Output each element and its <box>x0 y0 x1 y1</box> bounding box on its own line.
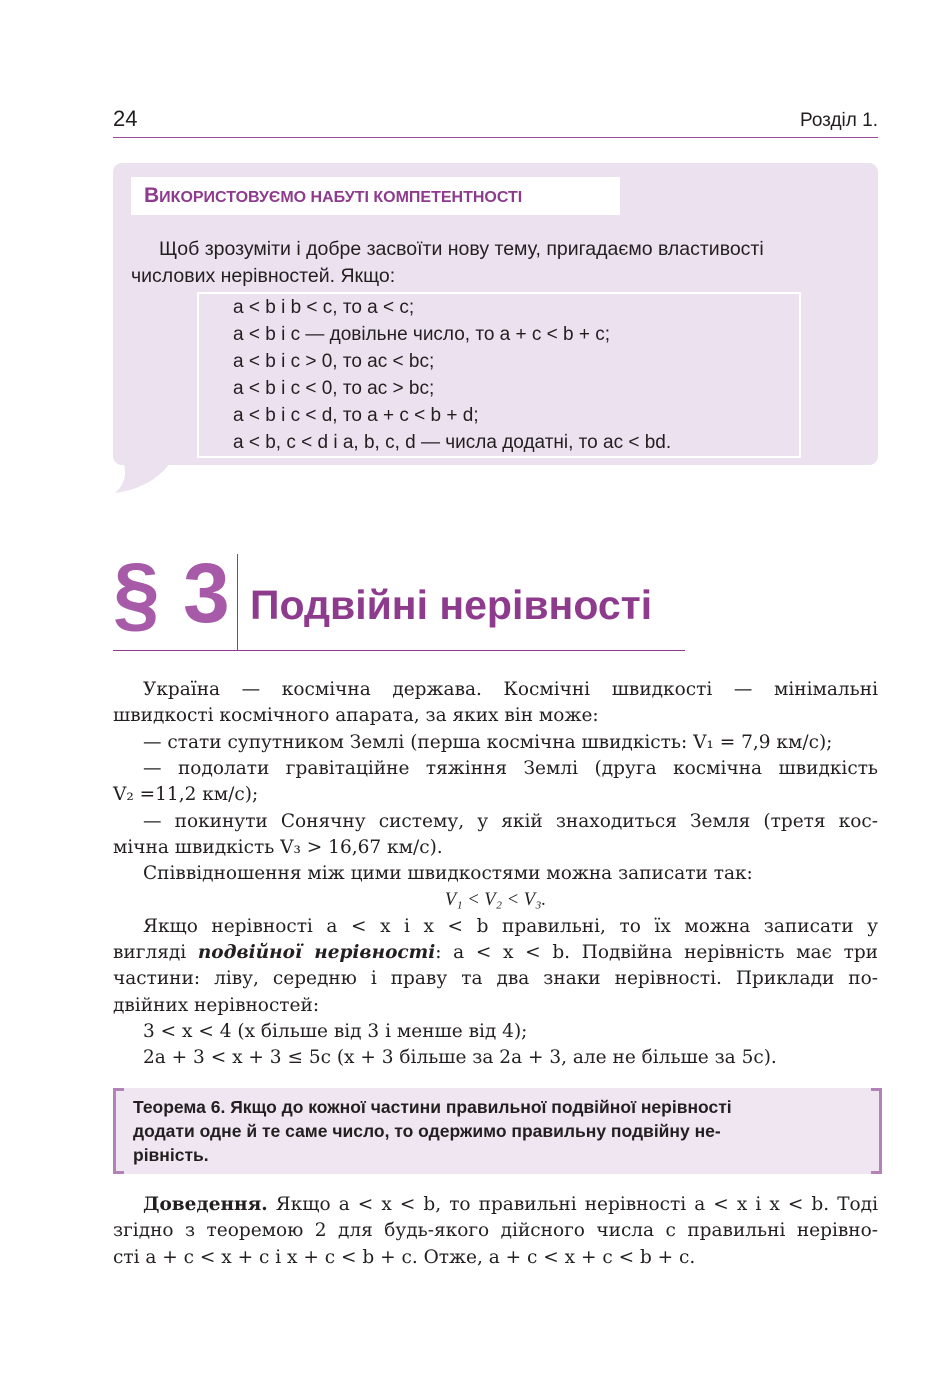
proof-text: Якщо a < x < b, то правильні нерівності a < x і x < b. Тоді <box>267 1194 878 1215</box>
property-line: a < b, c < d і a, b, c, d — числа додатні, то ac < bd. <box>233 432 672 453</box>
theorem-bracket-right <box>871 1088 882 1174</box>
section-reference: Розділ 1. <box>799 110 878 131</box>
proof-label: Доведення. <box>143 1194 268 1215</box>
defined-term: подвійної нерівності <box>197 942 436 963</box>
proof-line: сті a + c < x + c і x + c < b + c. Отже, a + c < x + c < b + c. <box>113 1247 696 1268</box>
proof-line <box>113 1192 878 1218</box>
theorem-line: рівність. <box>133 1145 209 1165</box>
paragraph-line: — подолати гравітаційне тяжіння Землі (друга космічна швидкість <box>143 758 878 779</box>
property-line: a < b і b < c, то a < c; <box>233 297 415 318</box>
paragraph-line: — стати супутником Землі (перша космічна швидкість: V₁ = 7,9 км/с); <box>143 732 833 753</box>
paragraph-line: Україна — космічна держава. Космічні швидкості — мінімальні <box>143 679 878 700</box>
paragraph-line <box>113 940 878 966</box>
paragraph-text: : a < x < b. Подвійна нерівність має три <box>435 942 878 963</box>
proof-line: згідно з теоремою 2 для будь-якого дійсного числа c правильні нерівно- <box>113 1220 878 1241</box>
theorem-bracket-left <box>113 1088 124 1174</box>
section-title: Подвійні нерівності <box>250 582 653 628</box>
velocity-formula: V₁ < V₂ < V₃. <box>444 890 547 910</box>
paragraph-line: частини: ліву, середню і праву та два знаки нерівності. Приклади по- <box>113 968 878 989</box>
paragraph-line: швидкості космічного апарата, за яких він може: <box>113 705 599 726</box>
page-number: 24 <box>113 106 138 131</box>
header-rule <box>113 137 878 138</box>
paragraph-text: вигляді <box>113 942 198 963</box>
competence-intro <box>131 236 871 290</box>
paragraph-line: мічна швидкість V₃ > 16,67 км/с). <box>113 837 443 858</box>
property-line: a < b і c < d, то a + c < b + d; <box>233 405 479 426</box>
example-line: 3 < x < 4 (x більше від 3 і менше від 4); <box>143 1021 528 1042</box>
property-line: a < b і c < 0, то ac > bc; <box>233 378 435 399</box>
competence-title <box>131 177 620 215</box>
example-line: 2a + 3 < x + 3 ≤ 5c (x + 3 більше за 2a + 3, але не більше за 5c). <box>143 1047 777 1068</box>
section-number: § 3 <box>113 546 230 640</box>
competence-intro-line-2: числових нерівностей. Якщо: <box>131 265 396 287</box>
theorem-line: Теорема 6. Якщо до кожної частини правильної подвійної нерівності <box>133 1097 732 1117</box>
paragraph-line: V₂ =11,2 км/с); <box>113 784 259 805</box>
theorem-line: додати одне й те саме число, то одержимо правильну подвійну не- <box>133 1121 721 1141</box>
paragraph-line: двійних нерівностей: <box>113 995 320 1016</box>
paragraph-line: Співвідношення між цими швидкостями можна записати так: <box>143 863 753 884</box>
paragraph-line: Якщо нерівності a < x і x < b правильні, то їх можна записати у <box>143 916 878 937</box>
speech-bubble-tail <box>113 455 183 495</box>
property-line: a < b і c — довільне число, то a + c < b + c; <box>233 324 611 345</box>
competence-intro-line-1: Щоб зрозуміти і добре засвоїти нову тему, пригадаємо властивості <box>159 238 764 260</box>
competence-title-initial: В <box>144 184 160 207</box>
section-divider <box>237 554 238 650</box>
competence-title-rest: ИКОРИСТОВУЄМО НАБУТІ КОМПЕТЕНТНОСТІ <box>159 189 523 206</box>
section-rule <box>113 650 685 651</box>
paragraph-line: — покинути Сонячну систему, у якій знаходиться Земля (третя кос- <box>143 811 878 832</box>
property-line: a < b і c > 0, то ac < bc; <box>233 351 435 372</box>
